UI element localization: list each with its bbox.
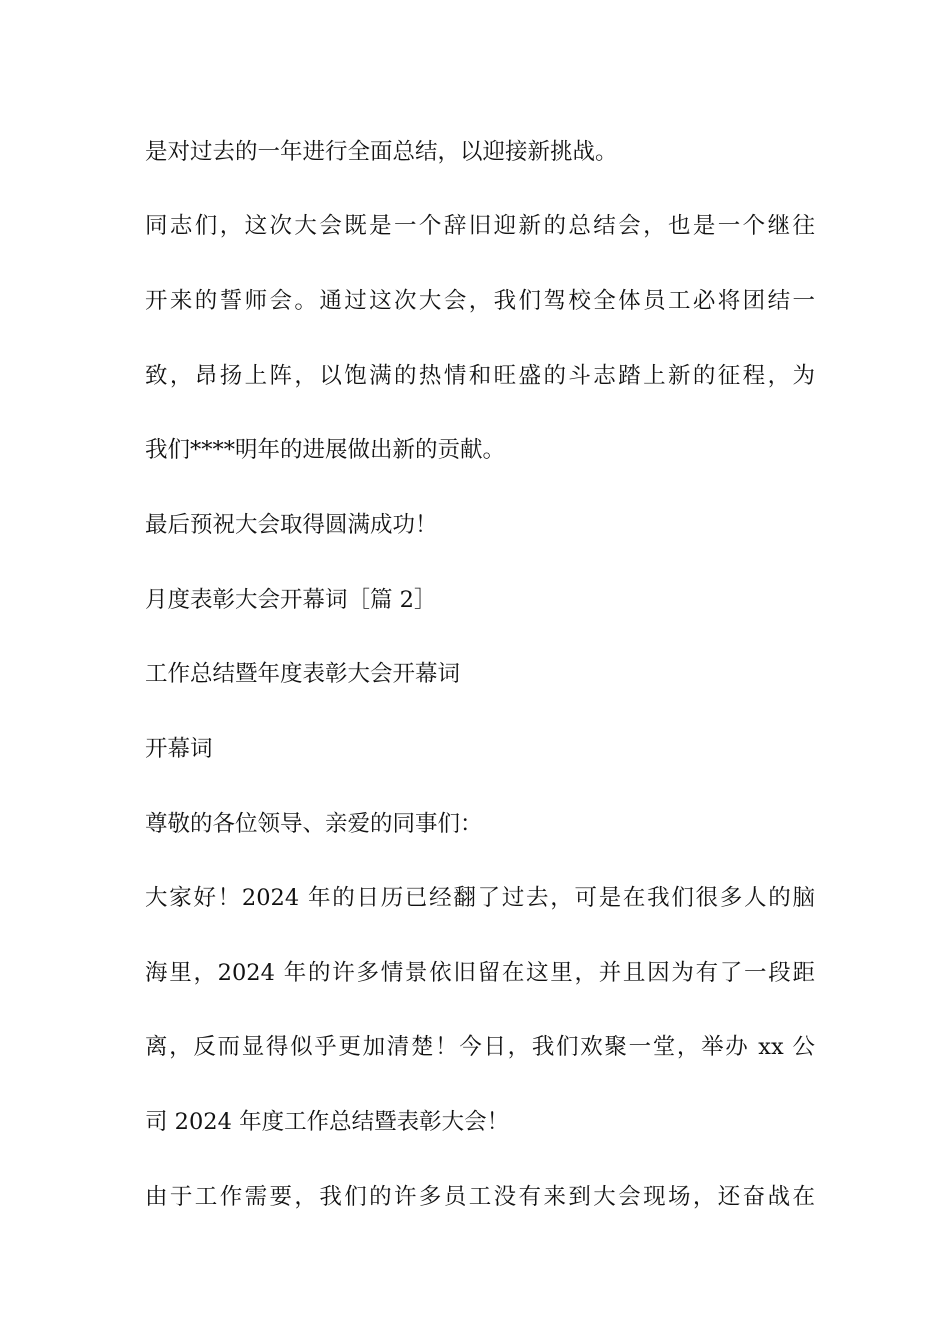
text-line-1: 是对过去的一年进行全面总结，以迎接新挑战。 [145, 139, 618, 165]
text-line-4: 致，昂扬上阵，以饱满的热情和旺盛的斗志踏上新的征程，为 [145, 363, 815, 389]
document-subtitle: 开幕词 [145, 736, 213, 762]
salutation: 尊敬的各位领导、亲爱的同事们： [145, 811, 483, 837]
text-line-5: 我们****明年的进展做出新的贡献。 [145, 437, 506, 463]
section-heading: 月度表彰大会开幕词［篇 2］ [145, 587, 437, 613]
text-line-3: 开来的誓师会。通过这次大会，我们驾校全体员工必将团结一 [145, 288, 815, 314]
text-line-11: 大家好！2024 年的日历已经翻了过去，可是在我们很多人的脑 [145, 885, 815, 911]
document-title: 工作总结暨年度表彰大会开幕词 [145, 661, 461, 687]
text-line-15: 由于工作需要，我们的许多员工没有来到大会现场，还奋战在 [145, 1184, 815, 1210]
text-line-12: 海里，2024 年的许多情景依旧留在这里，并且因为有了一段距 [145, 960, 815, 986]
text-line-13: 离，反而显得似乎更加清楚！今日，我们欢聚一堂，举办 xx 公 [145, 1034, 815, 1060]
text-line-14: 司 2024 年度工作总结暨表彰大会！ [145, 1109, 510, 1135]
text-line-6: 最后预祝大会取得圆满成功！ [145, 512, 438, 538]
text-line-2: 同志们，这次大会既是一个辞旧迎新的总结会，也是一个继往 [145, 213, 815, 239]
